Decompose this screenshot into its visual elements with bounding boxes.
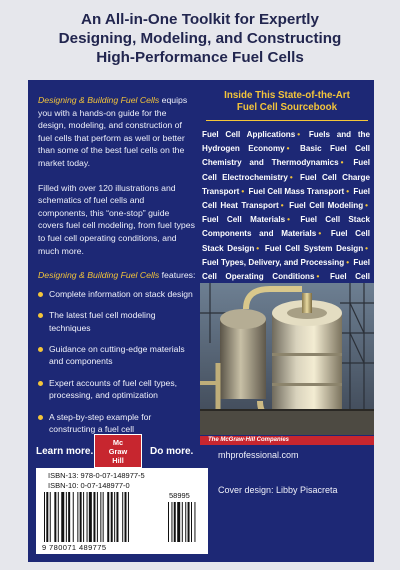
ean-number: 9 780071 489775 — [42, 543, 107, 552]
topics-list — [202, 128, 370, 298]
cover-headline — [40, 10, 360, 67]
barcode-bar — [54, 492, 56, 542]
addon-barcode-bar — [168, 502, 169, 542]
topic-item: Fuel Cell Mass Transport — [248, 186, 345, 196]
logo-line-1: Mc — [112, 438, 124, 447]
topic-item: Fuel Cell — [329, 272, 371, 282]
barcode-bar — [80, 492, 82, 542]
barcode-bar — [46, 492, 48, 542]
isbn-13: ISBN-13: 978-0-07-148977-5 — [48, 471, 145, 480]
separator-dot-icon: • — [316, 272, 320, 282]
separator-dot-icon: • — [346, 186, 350, 196]
intro-paragraph-1 — [38, 94, 196, 170]
barcode-bar — [83, 492, 84, 542]
barcode-bar — [44, 492, 45, 542]
addon-barcode-bar — [174, 502, 176, 542]
feature-item — [38, 288, 196, 300]
logo-line-2: Graw — [108, 447, 128, 456]
topic-item: Fuel Cell System Design — [264, 243, 364, 253]
feature-text: The latest fuel cell modeling techniques — [49, 310, 156, 333]
headline-line-3: High-Performance Fuel Cells — [96, 49, 304, 66]
bullet-icon — [38, 381, 43, 386]
blue-panel — [28, 80, 374, 562]
logo-line-3: Hill — [112, 456, 124, 465]
topic-item: Fuel Cell Stack Components and Materials — [202, 215, 371, 239]
headline-line-2: Designing, Modeling, and Constructing — [58, 30, 342, 47]
feature-text: Complete information on stack design — [49, 288, 193, 299]
book-title-italic: Designing & Building Fuel Cells — [38, 95, 160, 105]
barcode-bar — [107, 492, 109, 542]
separator-dot-icon: • — [346, 257, 350, 267]
separator-dot-icon: • — [287, 215, 291, 225]
addon-barcode-bar — [194, 502, 195, 542]
topic-item: Fuel Cell Stack Design — [202, 229, 371, 253]
separator-dot-icon: • — [280, 201, 284, 211]
cover-design-credit: Cover design: Libby Pisacreta — [218, 485, 338, 495]
feature-item — [38, 309, 196, 334]
barcode-bar — [89, 492, 92, 542]
addon-barcode-bar — [188, 502, 190, 542]
topic-item: Fuels and the Hydrogen Economy — [202, 130, 371, 154]
headline-line-1: An All-in-One Toolkit for Expertly — [81, 11, 319, 28]
bullet-icon — [38, 292, 43, 297]
addon-barcode-bar — [177, 502, 180, 542]
feature-item — [38, 377, 196, 402]
barcode-panel — [36, 468, 208, 554]
feature-item — [38, 411, 196, 436]
bullet-icon — [38, 415, 43, 420]
barcode-bar — [66, 492, 67, 542]
isbn-10: ISBN-10: 0-07-148977-0 — [48, 481, 130, 490]
barcode-bar — [103, 492, 104, 542]
sourcebook-heading — [206, 90, 368, 114]
topic-item: Fuel Types, Delivery, and Processing — [202, 257, 345, 267]
bullet-icon — [38, 313, 43, 318]
mcgraw-hill-companies-bar — [200, 436, 374, 445]
barcode-bars — [36, 468, 208, 554]
topic-item: Fuel Cell Applications — [202, 130, 296, 139]
sourcebook-heading-line-2: Fuel Cell Sourcebook — [236, 102, 338, 113]
barcode-bar — [68, 492, 70, 542]
topic-item: Fuel Cell Heat Transport — [202, 186, 371, 211]
separator-dot-icon: • — [289, 172, 293, 182]
barcode-bar — [114, 492, 115, 542]
fuel-cell-plant-photo — [200, 283, 374, 435]
separator-dot-icon: • — [365, 243, 369, 253]
price-code: 58995 — [169, 491, 190, 500]
addon-barcode-bar — [191, 502, 192, 542]
feature-item — [38, 343, 196, 368]
publisher-website: mhprofessional.com — [218, 450, 299, 460]
separator-dot-icon: • — [365, 201, 369, 211]
barcode-bar — [111, 492, 113, 542]
intro-paragraph-1-text: equips you with a hands-on guide for the design, modeling, and construction of fuel cells that perform as well or better than some of the best fuel cells on the market today. — [38, 95, 188, 168]
barcode-bar — [93, 492, 95, 542]
barcode-bar — [50, 492, 51, 542]
barcode-bar — [128, 492, 129, 542]
separator-dot-icon: • — [241, 186, 245, 196]
separator-dot-icon: • — [256, 243, 260, 253]
barcode-bar — [116, 492, 118, 542]
intro-column — [38, 94, 196, 444]
barcode-bar — [77, 492, 78, 542]
feature-text: Expert accounts of fuel cell types, processing, and optimization — [49, 377, 178, 401]
addon-barcode-bar — [171, 502, 172, 542]
topic-item: Fuel Cell Materials — [202, 215, 286, 225]
barcode-bar — [58, 492, 59, 542]
topic-item: Fuel Cell Modeling — [289, 201, 364, 211]
features-list — [38, 288, 196, 436]
feature-text: A step-by-step example for constructing a fuel cell — [49, 411, 152, 434]
separator-dot-icon: • — [286, 144, 290, 154]
separator-dot-icon: • — [297, 130, 301, 139]
feature-text: Guidance on cutting-edge materials and components — [49, 343, 185, 367]
barcode-bar — [73, 492, 74, 542]
features-suffix: features: — [159, 270, 196, 281]
addon-barcode-bar — [185, 502, 186, 542]
barcode-bar — [125, 492, 127, 542]
intro-paragraph-2: Filled with over 120 illustrations and schematics of fuel cells and components, this “one-stop” guide covers fuel cell modeling, from fuel types to fuel cell operating conditions, and much more. — [38, 182, 195, 256]
topic-item: Fuel Cell Charge Transport — [202, 172, 370, 196]
barcode-bar — [97, 492, 98, 542]
heading-divider — [206, 120, 368, 121]
barcode-bar — [100, 492, 101, 542]
bullet-icon — [38, 347, 43, 352]
barcode-bar — [61, 492, 64, 542]
topic-item: Basic Fuel Cell Chemistry and Thermodynamics — [202, 144, 370, 168]
topic-item: Fuel Cell Electrochemistry — [202, 158, 370, 182]
features-book-title: Designing & Building Fuel Cells — [38, 270, 160, 281]
barcode-bar — [87, 492, 88, 542]
barcode-bar — [122, 492, 123, 542]
sourcebook-heading-line-1: Inside This State-of-the-Art — [224, 90, 350, 101]
do-more-text: Do more. — [150, 446, 194, 457]
mcgraw-hill-logo — [94, 434, 142, 468]
features-heading — [38, 269, 196, 282]
industrial-tanks-illustration — [200, 283, 374, 435]
companies-name: The McGraw·Hill Companies — [208, 437, 290, 443]
separator-dot-icon: • — [340, 158, 344, 168]
topic-item: Fuel Cell Operating Conditions — [202, 257, 371, 282]
addon-barcode-bar — [182, 502, 183, 542]
learn-more-text: Learn more. — [36, 446, 94, 457]
separator-dot-icon: • — [318, 229, 322, 239]
